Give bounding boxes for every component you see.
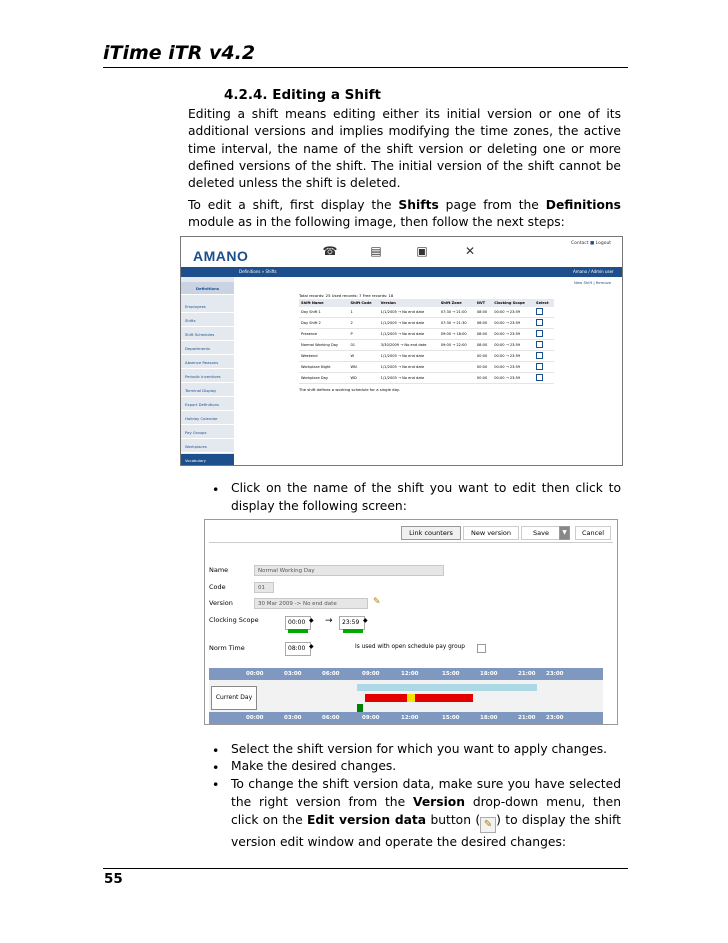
sidebar-item-shifts[interactable]: Shifts: [181, 314, 234, 327]
sidebar-item-pay-groups[interactable]: Pay Groups: [181, 426, 234, 439]
app-top-bar: AMANO ☎ ▤ ▣ ✕ Contact ■ Logout: [181, 237, 622, 260]
cell: 08:00: [475, 329, 492, 340]
p2-shifts: Shifts: [398, 198, 439, 212]
clocking-to-stepper[interactable]: ◆: [363, 617, 368, 624]
name-field[interactable]: Normal Working Day: [254, 565, 444, 576]
bullet-change-version: [231, 775, 621, 851]
hour-label: 09:00: [362, 671, 380, 677]
select-checkbox[interactable]: [536, 374, 543, 381]
hour-label: 03:00: [284, 715, 302, 721]
cell: 00:00: [475, 373, 492, 384]
hour-label: 21:00: [518, 715, 536, 721]
data-module-icon[interactable]: ▣: [416, 244, 428, 258]
table-row[interactable]: [299, 318, 554, 329]
hour-label: 12:00: [401, 671, 419, 677]
timeline-header-top: [209, 668, 603, 680]
norm-time-input[interactable]: 08:00: [285, 642, 311, 656]
name-label: Name: [209, 566, 229, 574]
cell: 09:00 → 22:00: [439, 340, 475, 351]
cell: 00:00: [475, 351, 492, 362]
cell: 1/1/2005 → No end date: [379, 329, 439, 340]
sidebar-item-periodic-incentives[interactable]: Periodic Incentives: [181, 370, 234, 383]
select-checkbox[interactable]: [536, 308, 543, 315]
p2-text-a: To edit a shift, first display the: [188, 198, 399, 212]
col-version[interactable]: Version: [379, 299, 439, 307]
edit-version-data-icon[interactable]: ✎: [373, 597, 381, 607]
bullet-glyph: •: [212, 760, 220, 775]
b4-text-e: button (: [426, 813, 481, 827]
page-number: 55: [104, 871, 123, 887]
hour-label: 18:00: [480, 715, 498, 721]
hour-label: 23:00: [546, 715, 564, 721]
cell: 08:00: [475, 340, 492, 351]
cell: 09:00 → 18:00: [439, 329, 475, 340]
record-stats: Total records: 25 Used records: 7 Free records: 18: [299, 293, 394, 298]
cell: 00:00: [475, 362, 492, 373]
p2-text-c: page from the: [438, 198, 546, 212]
p2-definitions: Definitions: [545, 198, 621, 212]
col-shift-zone[interactable]: Shift Zone: [439, 299, 475, 307]
shift-name-cell[interactable]: Presence: [299, 329, 349, 340]
edit-version-inline-icon: ✎: [480, 817, 496, 833]
hour-label: 00:00: [246, 671, 264, 677]
bullet-glyph: •: [212, 777, 220, 792]
table-row[interactable]: [299, 329, 554, 340]
shift-name-cell[interactable]: Weekend: [299, 351, 349, 362]
hour-label: 21:00: [518, 671, 536, 677]
hour-label: 03:00: [284, 671, 302, 677]
cell: 07:30 → 21:30: [439, 318, 475, 329]
hour-label: 06:00: [322, 671, 340, 677]
bullet-make-changes: Make the desired changes.: [231, 759, 397, 773]
cell: 00:00 → 23:59: [492, 307, 534, 318]
table-row[interactable]: [299, 340, 554, 351]
toolbar-divider: [209, 542, 613, 543]
shift-actions[interactable]: New Shift | Remove: [574, 280, 612, 285]
cell: [439, 362, 475, 373]
shifts-page-screenshot: [180, 236, 623, 466]
definitions-sidebar: [181, 277, 234, 465]
cell: 00:00 → 23:59: [492, 329, 534, 340]
cell: WN: [349, 362, 379, 373]
sidebar-item-employees[interactable]: Employees: [181, 300, 234, 313]
cell: 00:00 → 23:59: [492, 318, 534, 329]
cell: [439, 373, 475, 384]
instructions-paragraph: [188, 197, 621, 232]
table-row[interactable]: [299, 307, 554, 318]
current-day-cell: Current Day: [211, 686, 257, 710]
sidebar-item-export-definitions[interactable]: Export Definitions: [181, 398, 234, 411]
hour-label: 12:00: [401, 715, 419, 721]
work-interval-bar[interactable]: [365, 694, 407, 702]
b4-text-a: To change the shift version data, make sure you have selected the right version from the: [231, 777, 621, 809]
new-version-button[interactable]: New version: [463, 526, 519, 540]
cell: 3/30/2009 → No end date: [379, 340, 439, 351]
cell: W: [349, 351, 379, 362]
sidebar-heading: Definitions: [181, 282, 234, 295]
shift-name-cell[interactable]: Day Shift 2: [299, 318, 349, 329]
contact-link[interactable]: Contact: [571, 241, 589, 246]
hour-label: 09:00: [362, 715, 380, 721]
footer-divider: [103, 868, 628, 869]
shift-name-cell[interactable]: Workplace Day: [299, 373, 349, 384]
table-row[interactable]: [299, 362, 554, 373]
cell: [439, 351, 475, 362]
cell: 00:00 → 23:59: [492, 351, 534, 362]
b4-edit-version-data: Edit version data: [306, 813, 427, 827]
p2-text-e: module as in the following image, then follow the next steps:: [188, 215, 565, 230]
sidebar-item-shift-schedules[interactable]: Shift Schedules: [181, 328, 234, 341]
clocking-from-stepper[interactable]: ◆: [309, 617, 314, 624]
sidebar-item-departments[interactable]: Departments: [181, 342, 234, 355]
reports-module-icon[interactable]: ▤: [370, 244, 382, 258]
cell: 00:00 → 23:59: [492, 362, 534, 373]
cell: 00:00 → 23:59: [492, 340, 534, 351]
cell: 07:30 → 21:00: [439, 307, 475, 318]
break-interval-bar[interactable]: [407, 694, 415, 702]
day-start-marker[interactable]: [357, 704, 363, 712]
version-select[interactable]: 30 Mar 2009 -> No end date: [254, 598, 368, 609]
version-label: Version: [209, 599, 233, 607]
shift-name-cell[interactable]: Normal Working Day: [299, 340, 349, 351]
amano-logo: AMANO: [193, 248, 249, 264]
col-shift-name[interactable]: Shift Name: [299, 299, 349, 307]
select-checkbox[interactable]: [536, 330, 543, 337]
select-checkbox[interactable]: [536, 363, 543, 370]
shifts-table: [299, 299, 554, 384]
code-label: Code: [209, 583, 226, 591]
edit-shift-screenshot: [204, 519, 618, 725]
clocking-to-slider[interactable]: [343, 629, 363, 633]
table-header-row: [299, 299, 554, 307]
norm-time-stepper[interactable]: ◆: [309, 643, 314, 650]
cell: 06:00: [475, 318, 492, 329]
hour-label: 00:00: [246, 715, 264, 721]
code-field[interactable]: 01: [254, 582, 274, 593]
select-checkbox[interactable]: [536, 352, 543, 359]
cell: WD: [349, 373, 379, 384]
hour-label: 15:00: [442, 715, 460, 721]
current-user: Amano / Admin user: [573, 269, 614, 274]
link-counters-button[interactable]: Link counters: [401, 526, 461, 540]
bullet-click-shift: Click on the name of the shift you want to edit then click to display the following screen:: [231, 481, 621, 513]
table-note: The shift defines a working schedule for a single day.: [299, 387, 400, 392]
admin-tools-icon[interactable]: ✕: [464, 244, 476, 258]
bullet-glyph: •: [212, 743, 220, 758]
hour-label: 15:00: [442, 671, 460, 677]
table-row[interactable]: [299, 373, 554, 384]
cell: 1/1/2005 → No end date: [379, 351, 439, 362]
sidebar-item-vocabulary[interactable]: Vocabulary: [181, 454, 234, 466]
range-arrow: →: [325, 616, 333, 626]
cell: 00:00 → 23:59: [492, 373, 534, 384]
clocking-scope-label: Clocking Scope: [209, 616, 259, 624]
cell: 1: [349, 307, 379, 318]
hour-label: 23:00: [546, 671, 564, 677]
cell: 1/1/2005 → No end date: [379, 318, 439, 329]
norm-time-label: Norm Time: [209, 644, 245, 652]
col-select: Select: [534, 299, 554, 307]
sidebar-item-holiday-calendar[interactable]: Holiday Calendar: [181, 412, 234, 425]
save-dropdown-icon[interactable]: ▼: [559, 526, 570, 540]
cell: 1/1/2005 → No end date: [379, 362, 439, 373]
breadcrumb: Definitions » Shifts: [239, 269, 277, 274]
timeline-header-bottom: [209, 712, 603, 724]
time-module-icon[interactable]: ☎: [322, 244, 338, 258]
shift-name-cell[interactable]: Workplace Night: [299, 362, 349, 373]
cell: 08:00: [475, 307, 492, 318]
cell: P: [349, 329, 379, 340]
b4-text-f: ) to display the shift version edit window and operate the desired changes:: [231, 813, 621, 849]
cancel-button[interactable]: Cancel: [575, 526, 611, 540]
b4-text-c: drop-down menu, then click on the: [231, 795, 621, 827]
save-button[interactable]: Save: [521, 526, 561, 540]
cell: 2: [349, 318, 379, 329]
intro-paragraph: Editing a shift means editing either its initial version or one of its additional versions and implies modifying the time zones, the active time interval, the name of the shift version or deleting one or more defined versions of the shift. The initial version of the shift cannot be deleted unless the shift is deleted.: [188, 107, 621, 191]
sidebar-item-workplaces[interactable]: Workplaces: [181, 440, 234, 453]
clocking-scope-bar[interactable]: [357, 684, 537, 691]
sidebar-item-absence-reasons[interactable]: Absence Reasons: [181, 356, 234, 369]
table-row[interactable]: [299, 351, 554, 362]
col-nvt[interactable]: NVT: [475, 299, 492, 307]
select-checkbox[interactable]: [536, 341, 543, 348]
cell: 01: [349, 340, 379, 351]
open-schedule-checkbox[interactable]: [477, 644, 486, 653]
hour-label: 18:00: [480, 671, 498, 677]
bullet-select-version: Select the shift version for which you want to apply changes.: [231, 742, 608, 756]
bullet-glyph: •: [212, 482, 220, 497]
open-schedule-label: Is used with open schedule pay group: [355, 644, 465, 650]
hour-label: 06:00: [322, 715, 340, 721]
shift-name-cell[interactable]: Day Shift 1: [299, 307, 349, 318]
clocking-to-input[interactable]: 23:59: [339, 616, 365, 630]
breadcrumb-bar: [181, 267, 622, 277]
clocking-from-slider[interactable]: [288, 629, 308, 633]
section-title: 4.2.4. Editing a Shift: [224, 87, 381, 103]
sidebar-item-terminal-display[interactable]: Terminal Display: [181, 384, 234, 397]
clocking-from-input[interactable]: 00:00: [285, 616, 311, 630]
b4-version: Version: [413, 795, 465, 809]
logout-link[interactable]: Logout: [595, 241, 612, 246]
select-checkbox[interactable]: [536, 319, 543, 326]
cell: 1/1/2005 → No end date: [379, 307, 439, 318]
work-interval-bar[interactable]: [415, 694, 473, 702]
header-divider: [103, 67, 628, 68]
document-header-title: iTime iTR v4.2: [103, 42, 256, 64]
col-clocking-scope[interactable]: Clocking Scope: [492, 299, 534, 307]
col-shift-code[interactable]: Shift Code: [349, 299, 379, 307]
cell: 1/1/2005 → No end date: [379, 373, 439, 384]
